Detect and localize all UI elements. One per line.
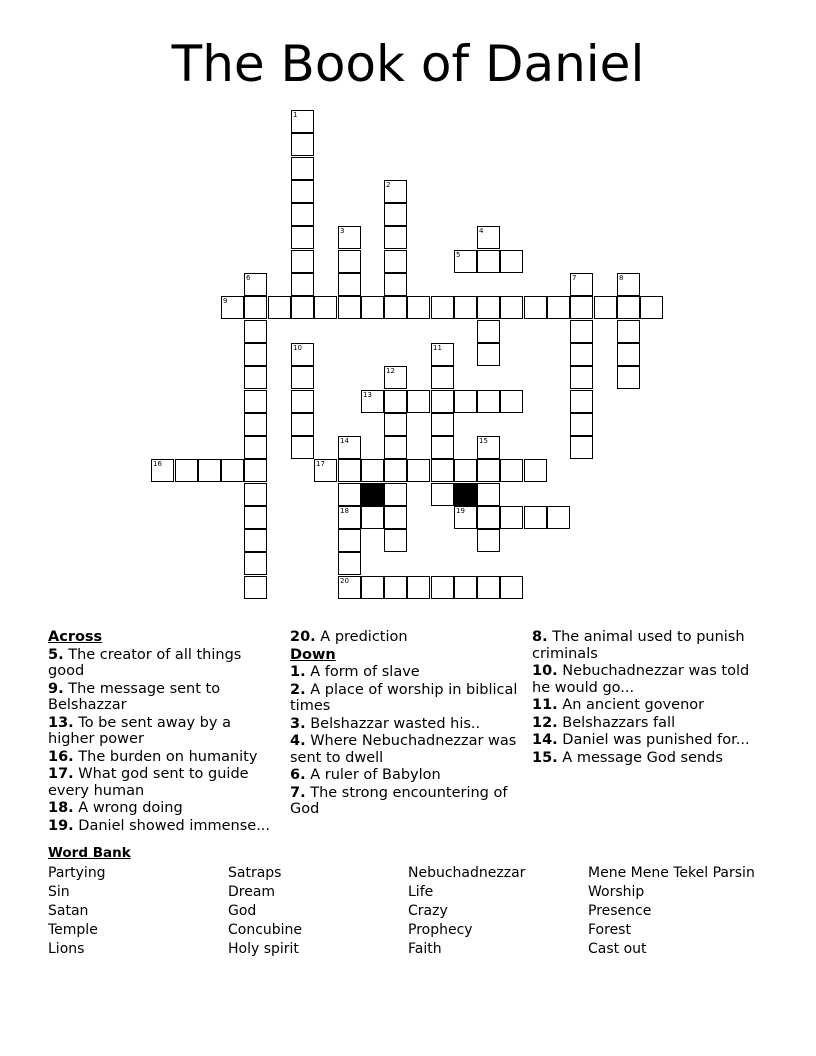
grid-cell[interactable]: [431, 459, 454, 482]
clue-text: A wrong doing: [73, 800, 183, 816]
clue-num: 5.: [48, 646, 64, 663]
clue-num: 3.: [290, 715, 306, 732]
word-bank-item: Concubine: [228, 922, 303, 938]
across-clue: [48, 681, 280, 714]
clue-text: The creator of all things good: [48, 646, 242, 679]
grid-cell[interactable]: [500, 296, 523, 319]
clue-number: 8: [619, 274, 624, 282]
grid-cell[interactable]: [477, 250, 500, 273]
clue-num: 8.: [532, 629, 548, 645]
down-clue: [290, 716, 520, 733]
grid-cell[interactable]: [570, 413, 593, 436]
clue-num: 6.: [290, 767, 306, 783]
grid-cell[interactable]: [361, 506, 384, 529]
clue-num: 17.: [48, 766, 74, 782]
grid-cell[interactable]: [244, 413, 267, 436]
clue-number: 16: [153, 460, 162, 468]
clue-number: 4: [479, 227, 484, 235]
clue-text: Where Nebuchadnezzar was sent to dwell: [290, 733, 517, 766]
grid-cell[interactable]: [570, 366, 593, 389]
grid-cell[interactable]: [431, 483, 454, 506]
grid-cell[interactable]: [291, 366, 314, 389]
clue-num: 13.: [48, 714, 74, 731]
grid-cell[interactable]: [431, 413, 454, 436]
clue-text: To be sent away by a higher power: [48, 714, 231, 747]
clue-text: The burden on humanity: [73, 748, 258, 765]
black-cell: [361, 483, 384, 506]
grid-cell[interactable]: [268, 296, 291, 319]
clue-number: 11: [433, 344, 442, 352]
clue-num: 9.: [48, 680, 64, 697]
grid-cell[interactable]: [384, 273, 407, 296]
clue-number: 20: [340, 577, 349, 585]
grid-cell[interactable]: [291, 436, 314, 459]
clue-text: Belshazzar wasted his..: [305, 715, 481, 732]
down-clue: [532, 663, 768, 696]
grid-cell[interactable]: [407, 390, 430, 413]
word-bank-item: Life: [408, 884, 434, 900]
clue-text: The animal used to punish criminals: [532, 629, 745, 662]
grid-cell[interactable]: [570, 390, 593, 413]
across-heading: Across: [48, 629, 103, 645]
grid-cell[interactable]: [291, 203, 314, 226]
grid-cell[interactable]: [500, 506, 523, 529]
grid-cell[interactable]: [175, 459, 198, 482]
grid-cell[interactable]: [570, 320, 593, 343]
grid-cell[interactable]: [338, 273, 361, 296]
grid-cell[interactable]: [338, 552, 361, 575]
clues-column-3: [532, 629, 768, 767]
grid-cell[interactable]: [384, 413, 407, 436]
across-clue: [48, 647, 280, 680]
clue-num: 14.: [532, 732, 558, 748]
grid-cell[interactable]: [244, 343, 267, 366]
grid-cell[interactable]: [500, 459, 523, 482]
word-bank-column: [408, 864, 525, 959]
word-bank-item: Mene Mene Tekel Parsin: [588, 865, 755, 881]
clue-text: The strong encountering of God: [290, 784, 508, 817]
grid-cell[interactable]: [361, 296, 384, 319]
grid-cell[interactable]: [431, 436, 454, 459]
clue-text: A form of slave: [305, 664, 420, 680]
down-clue: [532, 732, 768, 749]
clue-number: 6: [246, 274, 251, 282]
grid-cell[interactable]: [338, 459, 361, 482]
down-clue: [532, 697, 768, 714]
grid-cell[interactable]: [617, 366, 640, 389]
grid-cell[interactable]: [244, 459, 267, 482]
grid-cell[interactable]: [477, 320, 500, 343]
word-bank-item: Lions: [48, 941, 85, 957]
grid-cell[interactable]: [431, 390, 454, 413]
grid-cell[interactable]: [244, 552, 267, 575]
grid-cell[interactable]: [384, 296, 407, 319]
clue-number: 13: [363, 391, 372, 399]
grid-cell[interactable]: [454, 390, 477, 413]
clue-number: 7: [572, 274, 577, 282]
clue-text: Belshazzars fall: [557, 714, 676, 731]
word-bank-item: God: [228, 903, 257, 919]
across-clue: [48, 800, 280, 817]
grid-cell[interactable]: [244, 296, 267, 319]
word-bank-column: [588, 864, 755, 959]
word-bank-item: Worship: [588, 884, 645, 900]
clue-num: 16.: [48, 748, 74, 765]
down-clue: [290, 682, 520, 715]
grid-cell[interactable]: [291, 157, 314, 180]
across-clue: [48, 766, 280, 799]
clue-number: 12: [386, 367, 395, 375]
grid-cell[interactable]: [477, 459, 500, 482]
across-clue: [48, 749, 280, 766]
grid-cell[interactable]: [384, 436, 407, 459]
grid-cell[interactable]: [384, 483, 407, 506]
grid-cell[interactable]: [431, 366, 454, 389]
clue-number: 19: [456, 507, 465, 515]
clue-number: 18: [340, 507, 349, 515]
down-clue: [290, 664, 520, 681]
grid-cell[interactable]: [244, 320, 267, 343]
grid-cell[interactable]: [477, 506, 500, 529]
grid-cell[interactable]: [454, 459, 477, 482]
grid-cell[interactable]: [291, 133, 314, 156]
grid-cell[interactable]: [384, 203, 407, 226]
grid-cell[interactable]: [221, 459, 244, 482]
grid-cell[interactable]: [617, 320, 640, 343]
clue-text: A prediction: [315, 629, 408, 645]
clue-number: 5: [456, 251, 461, 259]
clue-number: 17: [316, 460, 325, 468]
down-heading: Down: [290, 646, 336, 663]
grid-cell[interactable]: [524, 506, 547, 529]
clue-num: 18.: [48, 800, 74, 816]
grid-cell[interactable]: [244, 529, 267, 552]
grid-cell[interactable]: [361, 459, 384, 482]
clue-num: 1.: [290, 664, 306, 680]
grid-cell[interactable]: [407, 296, 430, 319]
grid-cell[interactable]: [314, 296, 337, 319]
grid-cell[interactable]: [477, 529, 500, 552]
word-bank-item: Forest: [588, 922, 631, 938]
clue-number: 9: [223, 297, 228, 305]
down-clue: [290, 785, 520, 818]
clue-num: 12.: [532, 714, 558, 731]
word-bank-item: Sin: [48, 884, 70, 900]
grid-cell[interactable]: [407, 576, 430, 599]
down-clue: [532, 629, 768, 662]
grid-cell[interactable]: [291, 273, 314, 296]
word-bank-column: [48, 864, 106, 959]
grid-cell[interactable]: [338, 529, 361, 552]
grid-cell[interactable]: [617, 343, 640, 366]
clue-number: 14: [340, 437, 349, 445]
clue-text: Daniel was punished for...: [557, 732, 750, 748]
word-bank-item: Nebuchadnezzar: [408, 865, 526, 881]
grid-cell[interactable]: [594, 296, 617, 319]
word-bank-item: Prophecy: [408, 922, 473, 938]
down-clue: [290, 733, 520, 766]
grid-cell[interactable]: [477, 576, 500, 599]
grid-cell[interactable]: [454, 576, 477, 599]
grid-cell[interactable]: [547, 506, 570, 529]
grid-cell[interactable]: [477, 483, 500, 506]
word-bank-item: Dream: [228, 884, 276, 900]
grid-cell[interactable]: [454, 296, 477, 319]
black-cell: [454, 483, 477, 506]
grid-cell[interactable]: [244, 576, 267, 599]
grid-cell[interactable]: [291, 413, 314, 436]
grid-cell[interactable]: [547, 296, 570, 319]
grid-cell[interactable]: [477, 343, 500, 366]
clue-text: The message sent to Belshazzar: [48, 680, 221, 713]
clue-num: 19.: [48, 817, 74, 834]
grid-cell[interactable]: [244, 506, 267, 529]
grid-cell[interactable]: [291, 390, 314, 413]
grid-cell[interactable]: [338, 250, 361, 273]
clue-num: 4.: [290, 733, 306, 749]
grid-cell[interactable]: [477, 390, 500, 413]
grid-cell[interactable]: [524, 296, 547, 319]
grid-cell[interactable]: [431, 576, 454, 599]
across-clue: [290, 629, 520, 646]
clue-num: 11.: [532, 697, 558, 713]
clue-number: 1: [293, 111, 298, 119]
grid-cell[interactable]: [338, 483, 361, 506]
word-bank-item: Partying: [48, 865, 106, 881]
grid-cell[interactable]: [244, 366, 267, 389]
grid-cell[interactable]: [198, 459, 221, 482]
word-bank-item: Cast out: [588, 941, 647, 957]
grid-cell[interactable]: [244, 436, 267, 459]
grid-cell[interactable]: [384, 226, 407, 249]
grid-cell[interactable]: [291, 180, 314, 203]
word-bank-item: Faith: [408, 941, 442, 957]
grid-cell[interactable]: [338, 296, 361, 319]
clues-column-1: [48, 629, 280, 835]
down-clue: [532, 715, 768, 732]
clue-text: What god sent to guide every human: [48, 766, 249, 799]
word-bank-item: Temple: [48, 922, 98, 938]
grid-cell[interactable]: [570, 343, 593, 366]
across-clue: [48, 818, 280, 835]
grid-cell[interactable]: [477, 296, 500, 319]
grid-cell[interactable]: [570, 436, 593, 459]
down-clue: [532, 750, 768, 767]
clue-number: 3: [340, 227, 345, 235]
clue-text: Daniel showed immense...: [73, 817, 271, 834]
grid-cell[interactable]: [291, 226, 314, 249]
word-bank-item: Holy spirit: [228, 941, 299, 957]
word-bank-column: [228, 864, 302, 959]
grid-cell[interactable]: [384, 250, 407, 273]
grid-cell[interactable]: [244, 483, 267, 506]
clue-num: 10.: [532, 663, 558, 679]
clue-text: A message God sends: [557, 749, 723, 766]
grid-cell[interactable]: [500, 390, 523, 413]
word-bank-item: Crazy: [408, 903, 448, 919]
clue-text: An ancient govenor: [557, 697, 705, 713]
grid-cell[interactable]: [384, 529, 407, 552]
down-clue: [290, 767, 520, 784]
word-bank-item: Satraps: [228, 865, 282, 881]
grid-cell[interactable]: [291, 296, 314, 319]
page-title: The Book of Daniel: [171, 35, 645, 93]
grid-cell[interactable]: [244, 390, 267, 413]
clue-number: 10: [293, 344, 302, 352]
across-clue: [48, 715, 280, 748]
word-bank-item: Presence: [588, 903, 652, 919]
clue-text: Nebuchadnezzar was told he would go...: [532, 663, 750, 696]
clues-column-2: [290, 629, 520, 819]
grid-cell[interactable]: [431, 296, 454, 319]
clue-num: 2.: [290, 681, 306, 698]
clue-num: 7.: [290, 784, 306, 801]
grid-cell[interactable]: [500, 250, 523, 273]
grid-cell[interactable]: [384, 459, 407, 482]
clue-text: A place of worship in biblical times: [290, 681, 518, 714]
word-bank-item: Satan: [48, 903, 89, 919]
clue-number: 15: [479, 437, 488, 445]
word-bank-title: Word Bank: [48, 845, 131, 861]
clue-text: A ruler of Babylon: [305, 767, 441, 783]
grid-cell[interactable]: [384, 390, 407, 413]
grid-cell[interactable]: [291, 250, 314, 273]
clue-num: 15.: [532, 749, 558, 766]
clue-number: 2: [386, 181, 391, 189]
grid-cell[interactable]: [617, 296, 640, 319]
grid-cell[interactable]: [384, 506, 407, 529]
grid-cell[interactable]: [384, 576, 407, 599]
grid-cell[interactable]: [500, 576, 523, 599]
clue-num: 20.: [290, 629, 316, 645]
grid-cell[interactable]: [524, 459, 547, 482]
grid-cell[interactable]: [407, 459, 430, 482]
grid-cell[interactable]: [640, 296, 663, 319]
grid-cell[interactable]: [361, 576, 384, 599]
grid-cell[interactable]: [570, 296, 593, 319]
